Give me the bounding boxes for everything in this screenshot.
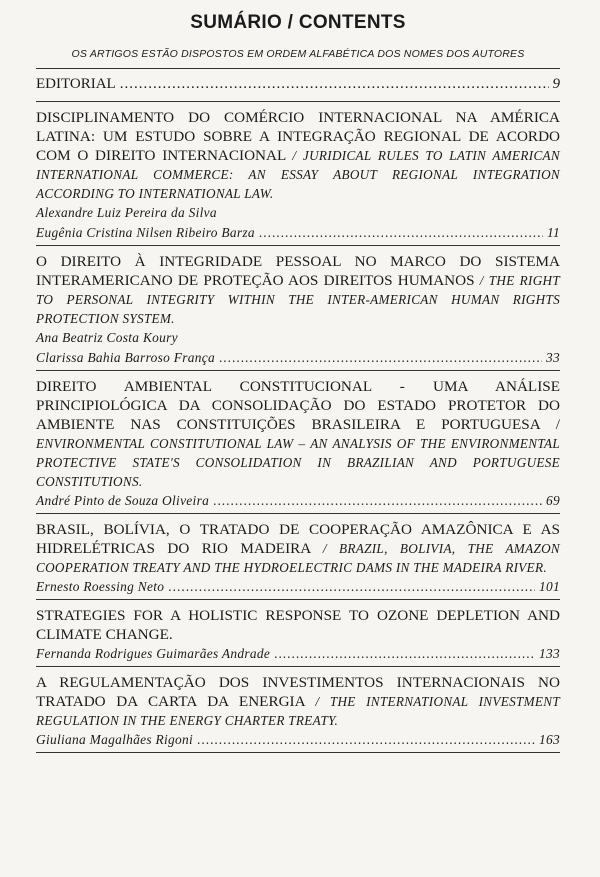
dot-leader: [197, 730, 535, 750]
article-title: [36, 520, 560, 577]
article-title-portuguese: A REGULAMENTAÇÃO DOS INVESTIMENTOS INTERNACIONAIS NO TRATADO DA CARTA DA ENERGIA: [36, 674, 560, 710]
dot-leader: [213, 491, 542, 511]
author-line-with-page: [36, 644, 560, 664]
dot-leader: [259, 223, 543, 243]
author-name: Alexandre Luiz Pereira da Silva: [36, 205, 217, 220]
toc-entry[interactable]: [36, 600, 560, 666]
article-title: [36, 606, 560, 644]
author-line-with-page: [36, 491, 560, 511]
author-line-with-page: [36, 348, 560, 368]
divider: [36, 752, 560, 753]
article-title-english: ENVIRONMENTAL CONSTITUTIONAL LAW – AN ANALYSIS OF THE ENVIRONMENTAL PROTECTIVE STATE'S CONSOLIDATION IN BRAZILIAN AND PORTUGUESE CONSTITUTIONS.: [36, 436, 560, 489]
page-number: 33: [546, 350, 560, 365]
article-title-portuguese: DIREITO AMBIENTAL CONSTITUCIONAL - UMA ANÁLISE PRINCIPIOLÓGICA DA CONSOLIDAÇÃO DO ESTADO PROTETOR DO AMBIENTE NAS CONSTITUIÇÕES BRASILEIRA E PORTUGUESA /: [36, 378, 560, 433]
article-title: [36, 108, 560, 203]
page-number: 133: [539, 646, 560, 661]
article-title: [36, 673, 560, 730]
author-name: Giuliana Magalhães Rigoni: [36, 732, 194, 747]
editorial-label: EDITORIAL: [36, 76, 116, 92]
author-name: André Pinto de Souza Oliveira: [36, 493, 210, 508]
article-title: [36, 377, 560, 491]
author-line: [36, 328, 560, 348]
author-name: Clarissa Bahia Barroso França: [36, 350, 215, 365]
dot-leader: [219, 348, 542, 368]
page-number: 163: [539, 732, 560, 747]
article-title-portuguese: BRASIL, BOLÍVIA, O TRATADO DE COOPERAÇÃO AMAZÔNICA E AS HIDRELÉTRICAS DO RIO MADEIRA: [36, 521, 560, 557]
page-number: 69: [546, 493, 560, 508]
author-name: Ernesto Roessing Neto: [36, 579, 165, 594]
article-title-portuguese: DISCIPLINAMENTO DO COMÉRCIO INTERNACIONAL NA AMÉRICA LATINA: UM ESTUDO SOBRE A INTEGRAÇÃO REGIONAL DE ACORDO COM O DIREITO INTERNACIONAL: [36, 109, 560, 164]
article-title-portuguese: O DIREITO À INTEGRIDADE PESSOAL NO MARCO DO SISTEMA INTERAMERICANO DE PROTEÇÃO AOS DIREITOS HUMANOS: [36, 253, 560, 289]
toc-entry[interactable]: [36, 371, 560, 513]
toc-entry[interactable]: [36, 102, 560, 245]
author-line-with-page: [36, 577, 560, 597]
article-title-english: / BRAZIL, BOLIVIA, THE AMAZON COOPERATION TREATY AND THE HYDROELECTRIC DAMS IN THE MADEIRA RIVER.: [36, 541, 561, 575]
dot-leader: [168, 577, 535, 597]
article-title-english: / THE RIGHT TO PERSONAL INTEGRITY WITHIN THE INTER-AMERICAN HUMAN RIGHTS PROTECTION SYSTEM.: [36, 273, 560, 326]
dot-leader: [274, 644, 535, 664]
author-name: Ana Beatriz Costa Koury: [36, 330, 178, 345]
author-line-with-page: [36, 223, 560, 243]
author-name: Fernanda Rodrigues Guimarães Andrade: [36, 646, 271, 661]
toc-entry[interactable]: [36, 514, 560, 599]
dot-leader: [120, 73, 549, 95]
page-number: 101: [539, 579, 560, 594]
article-title-english: / JURIDICAL RULES TO LATIN AMERICAN INTERNATIONAL COMMERCE: AN ESSAY ABOUT REGIONAL INTEGRATION ACCORDING TO INTERNATIONAL LAW.: [36, 148, 560, 201]
toc-entry[interactable]: [36, 667, 560, 752]
author-name: Eugênia Cristina Nilsen Ribeiro Barza: [36, 225, 255, 240]
toc-entry-editorial[interactable]: [36, 69, 560, 101]
toc-entries: [36, 102, 560, 753]
page-number: 9: [552, 76, 560, 92]
article-title-english: / THE INTERNATIONAL INVESTMENT REGULATION IN THE ENERGY CHARTER TREATY.: [36, 694, 561, 728]
author-line-with-page: [36, 730, 560, 750]
article-title-portuguese: STRATEGIES FOR A HOLISTIC RESPONSE TO OZONE DEPLETION AND CLIMATE CHANGE.: [36, 607, 560, 643]
page-subtitle: OS ARTIGOS ESTÃO DISPOSTOS EM ORDEM ALFABÉTICA DOS NOMES DOS AUTORES: [71, 48, 525, 60]
page-number: 11: [547, 225, 560, 240]
contents-page: [36, 8, 560, 753]
toc-entry[interactable]: [36, 246, 560, 370]
author-line: [36, 203, 560, 223]
page-title: SUMÁRIO / CONTENTS: [190, 12, 406, 33]
article-title: [36, 252, 560, 328]
